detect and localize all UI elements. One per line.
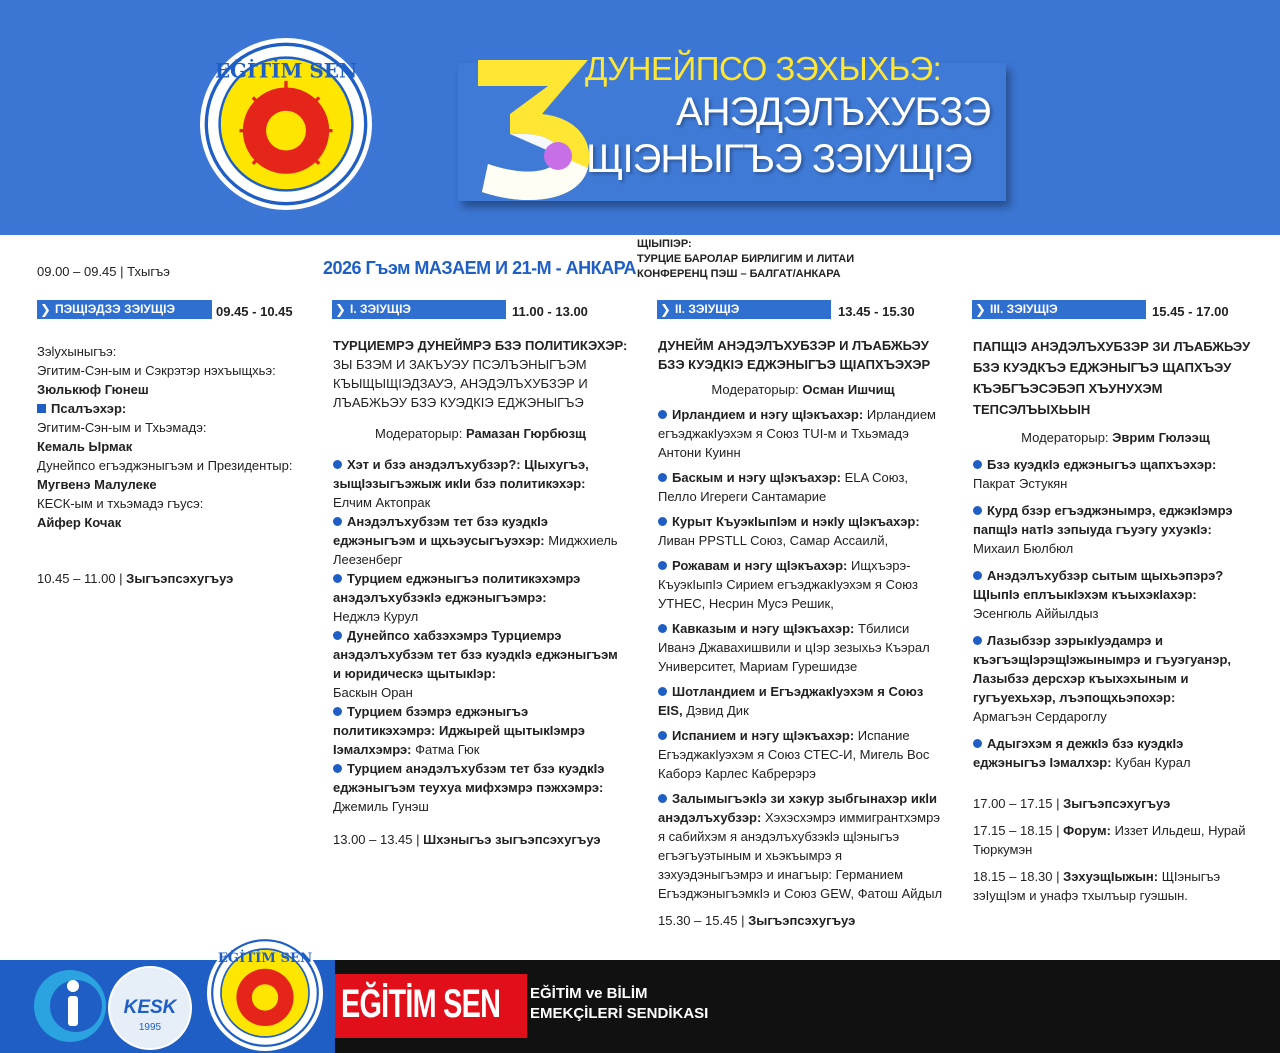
schedule-line: 17.00 – 17.15 | Зыгъэпсэхугъуэ	[973, 796, 1171, 811]
session-2-heading: ДУНЕЙМ АНЭДЭЛЪХУБЗЭР И ЛЪАБЖЬЭУ БЗЭ КУЭДКIЭ ЕДЖЭНЫГЪЭ ЩIАПХЪЭХЭР	[658, 338, 931, 372]
footer-egitim-sen-logo	[207, 935, 323, 1051]
bullet-icon	[658, 624, 667, 633]
talk-speaker: Джемиль Гунэш	[333, 799, 429, 814]
role-detail: Эгитим-Сэн-ым и Сэкрэтэр нэхъыщхьэ:	[37, 363, 276, 378]
practice-speaker: Михаил Бюлбюл	[973, 541, 1074, 556]
session-1-heading: ТУРЦИЕМРЭ ДУНЕЙМРЭ БЗЭ ПОЛИТИКЭХЭР: ЗЫ БЗЭМ И ЗАКЪУЭУ ПСЭЛЪЭНЫГЪЭМ КЪЫЩЫЩIЭДЗАУЭ, АНЭДЭЛЪХУБЗЭР И ЛЪАБЖЬЭУ БЗЭ КУЭДКIЭ ЕДЖЭНЫГЪЭ	[333, 338, 628, 410]
practice-title: Анэдэлъхубзэр сытым щыхьэпэрэ? ЩIыпIэ еплъыкIэхэм къыхэкIахэр:	[973, 568, 1224, 602]
brand-subtitle-line-1: EĞİTİM ve BİLİM	[530, 985, 648, 1002]
kesk-text: KESK	[123, 997, 177, 1018]
practice-title: Адыгэхэм я дежкIэ бзэ куэдкIэ еджэныгъэ Iэмалхэр: Кубан Курал	[973, 736, 1191, 770]
role-detail: Эгитим-Сэн-ым и Тхьэмадэ:	[37, 420, 207, 435]
brand-subtitle-line-2: EMEKÇİLERİ SENDİKASI	[530, 1005, 709, 1022]
column-session-1	[333, 336, 628, 849]
bullet-icon	[658, 517, 667, 526]
bullet-icon	[973, 571, 982, 580]
session-tag-2: ❯ II. ЗЭIУЩIЭ	[657, 300, 831, 319]
chevron-right-icon: ❯	[40, 302, 51, 317]
talk-speaker: Неджлэ Курул	[333, 609, 419, 624]
session-time-1: 11.00 - 13.00	[512, 304, 588, 319]
logo-text: EĞİTİM SEN	[214, 58, 358, 83]
venue-line-2: КОНФЕРЕНЦ ПЭШ – БАЛГАТ/АНКАРА	[637, 268, 841, 280]
column-session-3	[973, 336, 1258, 905]
kesk-year: 1995	[138, 1022, 162, 1033]
session-time-2: 13.45 - 15.30	[838, 304, 915, 319]
break-line: 15.30 – 15.45 | Зыгъэпсэхугъуэ	[658, 913, 856, 928]
bullet-icon	[658, 687, 667, 696]
bullet-icon	[973, 460, 982, 469]
title-line-2: АНЭДЭЛЪХУБЗЭ	[676, 90, 991, 134]
moderator: Модераторыр: Эврим Гюлээщ	[1021, 430, 1210, 445]
role-detail: Дунейпсо егъэджэныгъэм и Президентыр:	[37, 458, 293, 473]
talk-title: Анэдэлъхубзэм тет бзэ куэдкIэ еджэныгъэм и щхьэусыгъуэхэр: Миджхиель Леезенберг	[333, 514, 618, 567]
venue	[637, 237, 854, 282]
session-3-heading: ПАПЩIЭ АНЭДЭЛЪХУБЗЭР ЗИ ЛЪАБЖЬЭУ БЗЭ КУЭДКЪЭ ЕДЖЭНЫГЪЭ ЩАПХЪЭУ КЪЭБГЪЭСЭБЭП ХЪУНУХЭМ ТЕПСЭЛЪЫХЬЫН	[973, 339, 1251, 417]
session-time-3: 15.45 - 17.00	[1152, 304, 1229, 319]
brand-subtitle	[530, 984, 708, 1024]
example-item: Баскым и нэгу щIэкъахэр: ELA Союз, Пелло Игереги Сантамарие	[658, 470, 909, 504]
bullet-icon	[333, 764, 342, 773]
purple-dot-icon	[544, 142, 572, 170]
session-tag-3: ❯ III. ЗЭIУЩIЭ	[972, 300, 1146, 319]
session-tag-opening: ❯ ПЭЩIЭДЗЭ ЗЭIУЩIЭ	[37, 300, 212, 319]
event-date: 2026 Гъэм МАЗАЕМ И 21-М - АНКАРА	[323, 258, 637, 278]
talk-title: Дунейпсо хабзэхэмрэ Турциемрэ анэдэлъхубзэм тет бзэ куэдкIэ еджэныгъэм и юридическэ щытыкIэр:	[333, 628, 618, 681]
talk-title: Турцием еджэныгъэ политикэхэмрэ анэдэлъхубзэкIэ еджэныгъэмрэ:	[333, 571, 581, 605]
bullet-icon	[333, 574, 342, 583]
title-line-3: ЩIЭНЫГЪЭ ЗЭIУЩIЭ	[586, 137, 972, 181]
example-item: Ирландием и нэгу щIэкъахэр: Ирландием егъэджакIуэхэм я Союз TUI-м и Тхьэмадэ Антони Куинн	[658, 407, 936, 460]
schedule-line: 17.15 – 18.15 | Форум: Иззет Ильдеш, Нурай Тюркумэн	[973, 823, 1246, 857]
bullet-icon	[658, 731, 667, 740]
chevron-right-icon: ❯	[975, 302, 986, 317]
talk-title: Турцием анэдэлъхубзэм тет бзэ куэдкIэ еджэныгъэм теухуа мифхэмрэ пэжхэмрэ:	[333, 761, 605, 795]
speaker-name: Кемаль Ырмак	[37, 439, 133, 454]
bullet-icon	[658, 473, 667, 482]
egitim-sen-logo	[200, 38, 372, 210]
bullet-icon	[333, 460, 342, 469]
practice-title: Бзэ куэдкIэ еджэныгъэ щапхъэхэр:	[973, 455, 1258, 474]
venue-label: ЩIЫПIЭР:	[637, 238, 692, 250]
schedule-line: 18.15 – 18.30 | ЗэхуэщIыжын: ЩIэныгъэ зэIущIэм и унафэ тхылъыр гуэшын.	[973, 869, 1221, 903]
example-item: Курыт КъуэкIыпIэм и нэкIу щIэкъахэр: Ливан PPSTLL Союз, Самар Ассаилй,	[658, 514, 920, 548]
logo-text: EĞİTİM SEN	[217, 951, 313, 967]
chevron-right-icon: ❯	[660, 302, 671, 317]
square-bullet-icon	[37, 404, 46, 413]
practice-speaker: Армагъэн Сердароглу	[973, 709, 1107, 724]
example-item: Кавказым и нэгу щIэкъахэр: Тбилиси Иванэ Джавахишвили и цIэр зезыхьэ Къэрал Университет, Мариам Гурешидзе	[658, 621, 930, 674]
moderator: Модераторыр: Рамазан Гюрбюзщ	[374, 426, 587, 441]
session-time-opening: 09.45 - 10.45	[216, 304, 293, 319]
practice-speaker: Эсенгюль Аййылдыз	[973, 606, 1099, 621]
bullet-icon	[658, 794, 667, 803]
ei-logo-icon	[30, 966, 110, 1046]
kesk-logo	[108, 966, 192, 1050]
practice-title: Лазыбзэр зэрыкIуэдамрэ и къэгъэщIэрэщIэжынымрэ и гъуэгуанэр, Лазыбзэ дерсхэр къыхэхыным и гугъуехьхэр, лъэпощхьэпохэр:	[973, 633, 1232, 705]
break-line: 10.45 – 11.00 | Зыгъэпсэхугъуэ	[37, 571, 234, 586]
practice-speaker: Пакрат Эстукян	[973, 476, 1068, 491]
brand-name: EĞİTİM SEN	[341, 982, 501, 1026]
moderator: Модераторыр: Осман Ишчищ	[711, 382, 895, 397]
talk-title: Хэт и бзэ анэдэлъхубзэр?: ЦIыхугъэ, зыщIэзыгъэжыж икIи бзэ политикэхэр:	[333, 457, 589, 491]
role-label: Зэlухыныгъэ:	[37, 344, 117, 359]
bullet-icon	[333, 517, 342, 526]
column-session-2	[658, 336, 948, 930]
speaker-name: Айфер Кочак	[37, 515, 122, 530]
column-opening	[37, 342, 317, 588]
footer	[0, 951, 1280, 1053]
practice-title: Курд бзэр егъэджэнымрэ, еджэкIэмрэ папщIэ натIэ зэпыуда гъуэгу ухуэкIэ:	[973, 503, 1233, 537]
speeches-heading: Псалъэхэр:	[37, 399, 317, 418]
bullet-icon	[333, 707, 342, 716]
bullet-icon	[973, 506, 982, 515]
chevron-right-icon: ❯	[335, 302, 346, 317]
bullet-icon	[658, 410, 667, 419]
talk-title: Турцием бзэмрэ еджэныгъэ политикэхэмрэ: Иджырей щытыкIэмрэ Iэмалхэмрэ: Фатма Гюк	[333, 704, 585, 757]
header-banner	[0, 0, 1280, 235]
title-line-1: ДУНЕЙПСО ЗЭХЫХЬЭ:	[585, 50, 942, 87]
example-item: Испанием и нэгу щIэкъахэр: Испание ЕгъэджакIуэхэм я Союз СТЕС-И, Мигель Вос Каборэ Карлес Кабрерэрэ	[658, 728, 930, 781]
speaker-name: Зюлькюф Гюнеш	[37, 382, 149, 397]
role-detail: КЕСК-ым и тхьэмадэ гъусэ:	[37, 496, 204, 511]
bullet-icon	[973, 739, 982, 748]
session-tag-1: ❯ I. ЗЭIУЩIЭ	[332, 300, 506, 319]
venue-line-1: ТУРЦИЕ БАРОЛАР БИРЛИГИМ И ЛИТАИ	[637, 253, 855, 265]
number-three-graphic	[470, 52, 600, 202]
bullet-icon	[333, 631, 342, 640]
speaker-name: Мугвенэ Малулеке	[37, 477, 157, 492]
example-item: Рожавам и нэгу щIэкъахэр: Ищхъэрэ-КъуэкIыпIэ Сирием егъэджакIуэхэм я Союз УТНЕС, Несрин Мусэ Решик,	[658, 558, 918, 611]
talk-speaker: Елчим Актопрак	[333, 495, 431, 510]
talk-speaker: Баскын Оран	[333, 685, 413, 700]
bullet-icon	[658, 561, 667, 570]
opening-time: 09.00 – 09.45 | Тхыгъэ	[37, 264, 170, 279]
bullet-icon	[973, 636, 982, 645]
example-item: Залымыгъэкlэ зи хэкур зыбгынахэр икlи анэдэлъхубзэр: Хэхэсхэмрэ иммигрантхэмрэ я сабийхэм я анэдэлъхубзэкlэ щlэныгъэ егъэгъуэтыным и хьэкъымрэ я зэхуэдэныгъэмрэ и инагъыр: Германием ЕгъэджэныгъэмкIэ и Союз GEW, Фатош Айдыл	[658, 791, 943, 901]
example-item: Шотландием и ЕгъэджакIуэхэм я Союз EIS, Дэвид Дик	[658, 684, 924, 718]
lunch-line: 13.00 – 13.45 | Шхэныгъэ зыгъэпсэхугъуэ	[333, 832, 601, 847]
